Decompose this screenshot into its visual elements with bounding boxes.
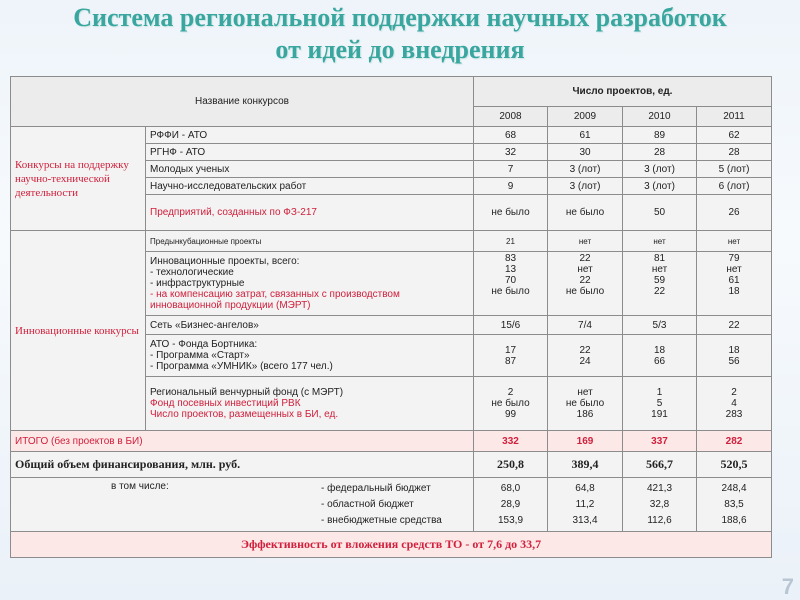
table-row bbox=[11, 127, 772, 144]
cell bbox=[474, 252, 548, 316]
cell-line: 4 bbox=[731, 398, 737, 409]
cell-line: 5 bbox=[656, 398, 663, 409]
cell-line: 248,4 bbox=[721, 482, 747, 494]
cell: 68 bbox=[474, 127, 548, 144]
cell-line: 66 bbox=[653, 355, 666, 367]
cell: 566,7 bbox=[623, 452, 697, 478]
cell-line: 11,2 bbox=[575, 498, 595, 510]
cell-line: не было bbox=[491, 286, 530, 297]
header-name: Название конкурсов bbox=[11, 77, 474, 127]
cell-line: не было bbox=[491, 398, 530, 409]
row-name: Научно-исследовательских работ bbox=[146, 178, 474, 195]
cell bbox=[623, 478, 697, 532]
cell-line: 22 bbox=[579, 253, 591, 264]
row-name: РГНФ - АТО bbox=[146, 144, 474, 161]
cell-line: 99 bbox=[504, 409, 517, 420]
cell bbox=[623, 252, 697, 316]
cell bbox=[474, 478, 548, 532]
cell: 7/4 bbox=[548, 316, 623, 335]
cell bbox=[623, 377, 697, 431]
cell-line: 18 bbox=[653, 344, 666, 356]
cell: не было bbox=[474, 195, 548, 231]
cell bbox=[548, 252, 623, 316]
cell bbox=[697, 252, 772, 316]
cell: нет bbox=[623, 231, 697, 252]
cell: 337 bbox=[623, 431, 697, 452]
row-name: РФФИ - АТО bbox=[146, 127, 474, 144]
cell: 22 bbox=[697, 316, 772, 335]
cell-line: 59 bbox=[653, 275, 666, 286]
cell-line: 153,9 bbox=[497, 514, 524, 526]
header-row-1 bbox=[11, 77, 772, 107]
cell-line: 83 bbox=[504, 253, 517, 264]
cell-line: 64,8 bbox=[575, 482, 595, 494]
cell bbox=[474, 377, 548, 431]
efficiency-text: Эффективность от вложения средств ТО - от 7,6 до 33,7 bbox=[11, 532, 772, 558]
cell-line: 70 bbox=[504, 275, 517, 286]
row-line: - инфраструктурные bbox=[150, 278, 245, 289]
cell-line: 83,5 bbox=[724, 498, 744, 510]
row-name: Предприятий, созданных по ФЗ-217 bbox=[146, 195, 474, 231]
cell-line: 56 bbox=[728, 355, 740, 367]
cell-line: 188,6 bbox=[721, 514, 747, 526]
cell: нет bbox=[697, 231, 772, 252]
cell-line: 22 bbox=[579, 344, 591, 356]
cell: 3 (лот) bbox=[623, 178, 697, 195]
cell: 389,4 bbox=[548, 452, 623, 478]
cell-line: 421,3 bbox=[646, 482, 673, 494]
projects-table-wrapper bbox=[10, 76, 771, 558]
header-count: Число проектов, ед. bbox=[474, 77, 772, 107]
cell-line: 28,9 bbox=[500, 498, 521, 510]
cell-line: нет bbox=[651, 264, 668, 275]
cell bbox=[548, 377, 623, 431]
cell: 62 bbox=[697, 127, 772, 144]
efficiency-row bbox=[11, 532, 772, 558]
cell: 89 bbox=[623, 127, 697, 144]
row-name: Предынкубационные проекты bbox=[146, 231, 474, 252]
including-row bbox=[11, 478, 772, 532]
row-line: АТО - Фонда Бортника: bbox=[150, 339, 258, 350]
including-layout bbox=[15, 481, 469, 529]
cell: 3 (лот) bbox=[548, 161, 623, 178]
cell-line: нет bbox=[726, 264, 742, 275]
header-year: 2009 bbox=[548, 107, 623, 127]
cell-line: 22 bbox=[653, 286, 666, 297]
projects-table bbox=[10, 76, 772, 558]
cell: 26 bbox=[697, 195, 772, 231]
cell: 282 bbox=[697, 431, 772, 452]
including-item: - внебюджетные средства bbox=[321, 514, 442, 526]
cell-line: 81 bbox=[653, 253, 666, 264]
group-label-innovation: Инновационные конкурсы bbox=[11, 231, 146, 431]
cell-line: 283 bbox=[725, 409, 743, 420]
cell-line: 191 bbox=[651, 409, 668, 420]
row-line: Число проектов, размещенных в БИ, ед. bbox=[150, 409, 339, 420]
cell: 169 bbox=[548, 431, 623, 452]
cell: 250,8 bbox=[474, 452, 548, 478]
financing-label: Общий объем финансирования, млн. руб. bbox=[11, 452, 474, 478]
cell: 9 bbox=[474, 178, 548, 195]
cell: 28 bbox=[697, 144, 772, 161]
row-name-multiline bbox=[146, 335, 474, 377]
row-line: - Программа «Старт» bbox=[150, 350, 250, 361]
row-name: Сеть «Бизнес-ангелов» bbox=[146, 316, 474, 335]
header-year: 2008 bbox=[474, 107, 548, 127]
slide-title bbox=[0, 2, 800, 66]
total-label: ИТОГО (без проектов в БИ) bbox=[11, 431, 474, 452]
cell: 3 (лот) bbox=[548, 178, 623, 195]
row-name-multiline bbox=[146, 252, 474, 316]
cell-line: 18 bbox=[728, 286, 740, 297]
cell-line: нет bbox=[577, 264, 593, 275]
cell-line: 32,8 bbox=[649, 498, 670, 510]
cell-line: 79 bbox=[728, 253, 740, 264]
cell-line: 87 bbox=[504, 355, 517, 367]
cell: 61 bbox=[548, 127, 623, 144]
cell-line: 2 bbox=[507, 387, 514, 398]
group-label-science: Конкурсы на поддержку научно-технической деятельности bbox=[11, 127, 146, 231]
cell: 7 bbox=[474, 161, 548, 178]
slide-number: 7 bbox=[781, 574, 794, 599]
cell: 21 bbox=[474, 231, 548, 252]
cell: 5 (лот) bbox=[697, 161, 772, 178]
cell bbox=[548, 478, 623, 532]
row-line: Фонд посевных инвестиций РВК bbox=[150, 398, 301, 409]
cell: 50 bbox=[623, 195, 697, 231]
row-line: Региональный венчурный фонд (с МЭРТ) bbox=[150, 387, 344, 398]
table-row bbox=[11, 231, 772, 252]
row-line: Инновационные проекты, всего: bbox=[150, 256, 300, 267]
including-cell bbox=[11, 478, 474, 532]
cell-line: 313,4 bbox=[572, 514, 598, 526]
cell bbox=[697, 377, 772, 431]
including-item: - областной бюджет bbox=[321, 498, 414, 510]
cell-line: 68,0 bbox=[500, 482, 521, 494]
cell: 15/6 bbox=[474, 316, 548, 335]
cell-line: 2 bbox=[731, 387, 737, 398]
cell bbox=[474, 335, 548, 377]
financing-row bbox=[11, 452, 772, 478]
cell-line: 18 bbox=[728, 344, 740, 356]
row-name-multiline bbox=[146, 377, 474, 431]
cell-line: нет bbox=[577, 387, 593, 398]
cell: 3 (лот) bbox=[623, 161, 697, 178]
row-name: Молодых ученых bbox=[146, 161, 474, 178]
header-year: 2011 bbox=[697, 107, 772, 127]
cell-line: не было bbox=[565, 286, 605, 297]
cell bbox=[697, 478, 772, 532]
cell: не было bbox=[548, 195, 623, 231]
cell-line: 1 bbox=[656, 387, 663, 398]
row-line: - на компенсацию затрат, связанных с производством инновационной продукции (МЭРТ) bbox=[150, 289, 400, 311]
row-line: - Программа «УМНИК» (всего 177 чел.) bbox=[150, 361, 333, 372]
cell: 5/3 bbox=[623, 316, 697, 335]
cell bbox=[548, 335, 623, 377]
cell bbox=[623, 335, 697, 377]
cell-line: 17 bbox=[504, 344, 517, 356]
cell: 32 bbox=[474, 144, 548, 161]
cell: 520,5 bbox=[697, 452, 772, 478]
title-line-1: Система региональной поддержки научных разработок bbox=[73, 3, 727, 32]
cell-line: 24 bbox=[579, 355, 591, 367]
including-label: в том числе: bbox=[111, 480, 169, 492]
cell: 6 (лот) bbox=[697, 178, 772, 195]
including-items bbox=[301, 481, 442, 529]
cell-line: 112,6 bbox=[647, 514, 672, 526]
cell: нет bbox=[548, 231, 623, 252]
including-item: - федеральный бюджет bbox=[321, 482, 431, 494]
cell: 30 bbox=[548, 144, 623, 161]
row-line: - технологические bbox=[150, 267, 234, 278]
total-row bbox=[11, 431, 772, 452]
cell-line: 22 bbox=[579, 275, 591, 286]
cell-line: не было bbox=[565, 398, 605, 409]
cell: 332 bbox=[474, 431, 548, 452]
cell bbox=[697, 335, 772, 377]
cell: 28 bbox=[623, 144, 697, 161]
cell-line: 13 bbox=[504, 264, 517, 275]
cell-line: 61 bbox=[728, 275, 740, 286]
header-year: 2010 bbox=[623, 107, 697, 127]
title-line-2: от идей до внедрения bbox=[275, 35, 525, 64]
cell-line: 186 bbox=[576, 409, 594, 420]
